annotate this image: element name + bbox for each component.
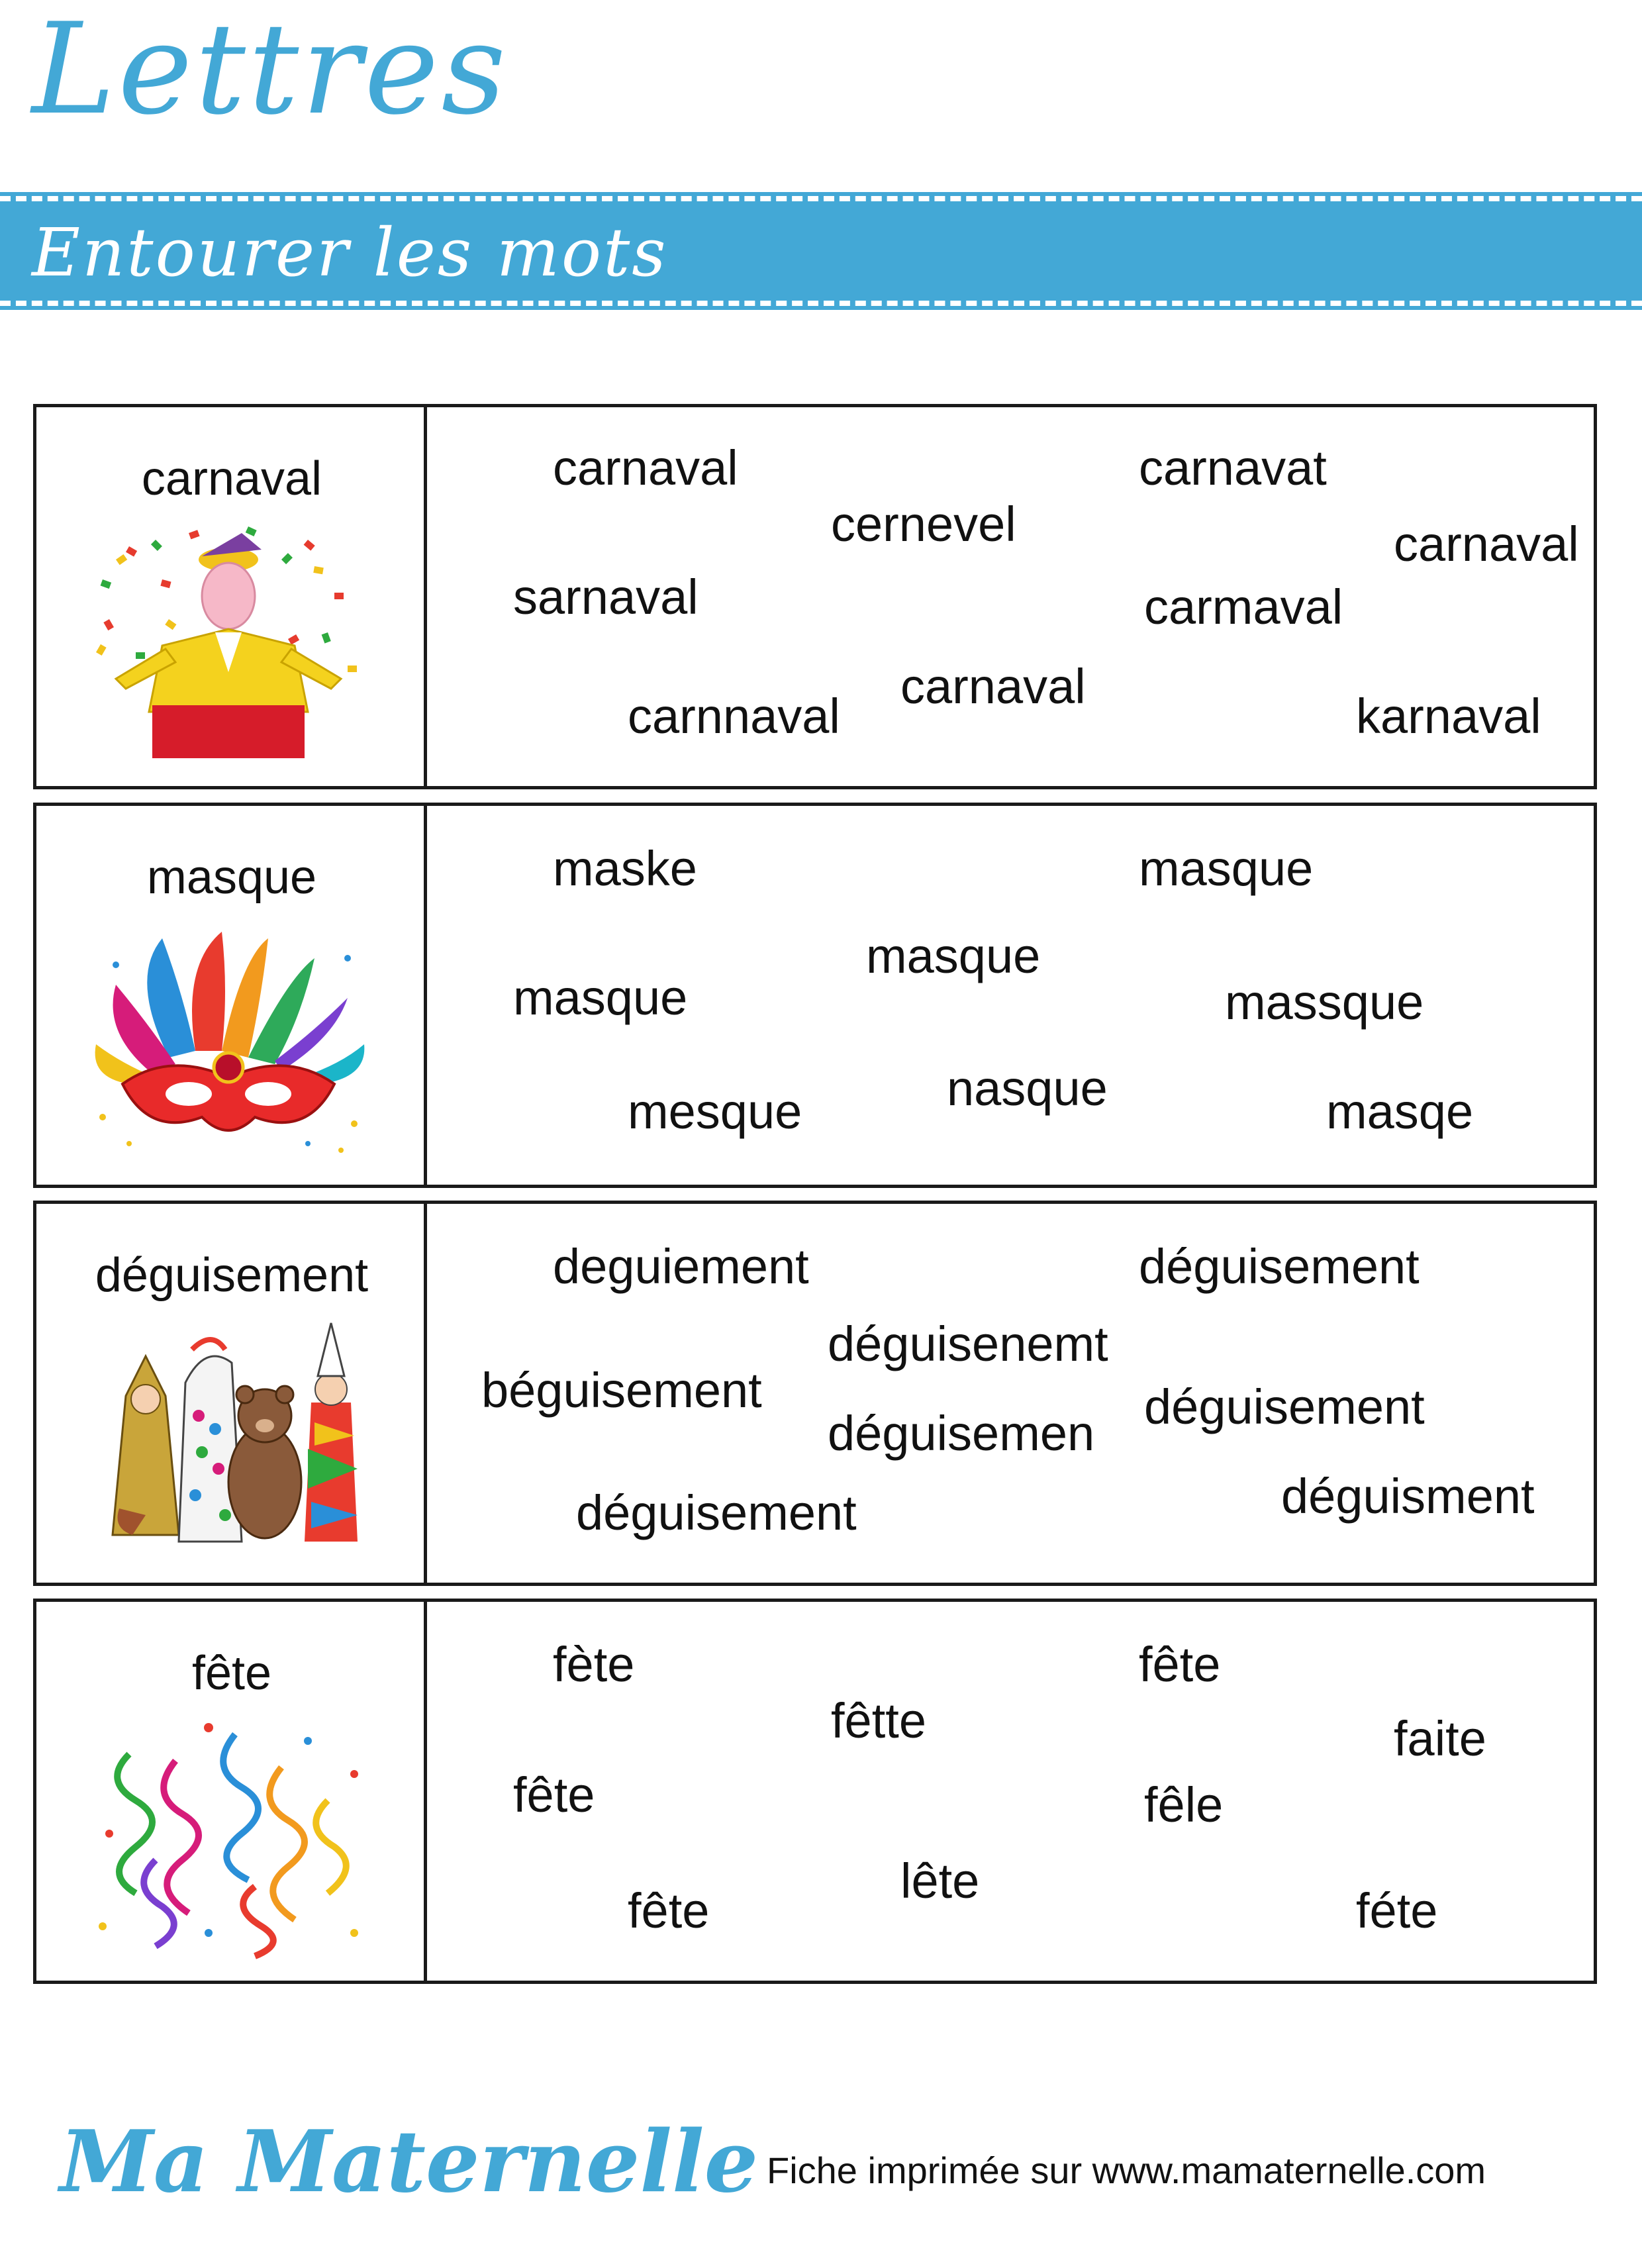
word-choice[interactable]: maske bbox=[553, 841, 697, 896]
exercise-row-masque bbox=[33, 803, 1597, 1188]
site-logo: Ma Maternelle bbox=[60, 2112, 758, 2212]
word-choice[interactable]: fête bbox=[1139, 1637, 1221, 1692]
word-choice[interactable]: féte bbox=[1356, 1883, 1438, 1938]
exercise-row-carnaval bbox=[33, 404, 1597, 789]
target-word: carnaval bbox=[141, 452, 322, 505]
word-choice[interactable]: mesque bbox=[628, 1084, 802, 1139]
word-choice[interactable]: fète bbox=[553, 1637, 635, 1692]
word-choice[interactable]: karnaval bbox=[1356, 689, 1541, 744]
word-choice[interactable]: masque bbox=[866, 928, 1041, 983]
word-choice[interactable]: fête bbox=[628, 1883, 710, 1938]
word-choice[interactable]: déguisenemt bbox=[828, 1316, 1108, 1371]
word-choice[interactable]: fête bbox=[513, 1767, 595, 1822]
word-choice[interactable]: fêle bbox=[1144, 1777, 1224, 1832]
word-choice[interactable]: nasque bbox=[947, 1061, 1108, 1116]
word-choice[interactable]: sarnaval bbox=[513, 569, 699, 624]
exercise-row-deguisement bbox=[33, 1201, 1597, 1586]
word-choice[interactable]: déguisement bbox=[1139, 1239, 1420, 1294]
target-cell bbox=[36, 1602, 427, 1981]
word-choice[interactable]: déguisement bbox=[1144, 1379, 1425, 1434]
word-choice[interactable]: lête bbox=[900, 1853, 980, 1908]
page-title: Lettres bbox=[32, 0, 509, 142]
exercise-row-fete bbox=[33, 1599, 1597, 1984]
target-word: déguisement bbox=[95, 1249, 369, 1302]
word-choice[interactable]: béguisement bbox=[481, 1363, 762, 1418]
printed-from-notice: Fiche imprimée sur www.mamaternelle.com bbox=[767, 2149, 1486, 2191]
target-cell bbox=[36, 1204, 427, 1583]
party-streamers-icon bbox=[89, 1714, 374, 1959]
word-choice[interactable]: déguisment bbox=[1281, 1469, 1535, 1524]
subtitle-banner bbox=[0, 196, 1642, 306]
costumed-characters-icon bbox=[70, 1316, 387, 1561]
word-choice[interactable]: déguisemen bbox=[828, 1406, 1095, 1461]
banner-subtitle: Entourer les mots bbox=[32, 214, 668, 291]
word-choice[interactable]: déguisement bbox=[576, 1485, 857, 1540]
target-cell bbox=[36, 407, 427, 786]
target-word: fête bbox=[191, 1647, 272, 1700]
carnival-ringmaster-confetti-icon bbox=[89, 520, 374, 765]
word-choice[interactable]: deguiement bbox=[553, 1239, 809, 1294]
target-word: masque bbox=[146, 851, 317, 904]
word-choice[interactable]: carnaval bbox=[900, 659, 1086, 714]
word-choice[interactable]: carnaval bbox=[553, 440, 738, 495]
word-choice[interactable]: fêtte bbox=[831, 1693, 926, 1748]
word-choice[interactable]: carnavat bbox=[1139, 440, 1327, 495]
word-choice[interactable]: carnaval bbox=[1394, 517, 1579, 571]
target-cell bbox=[36, 806, 427, 1185]
word-choice[interactable]: massque bbox=[1225, 975, 1424, 1030]
word-choice[interactable]: masque bbox=[1139, 841, 1314, 896]
word-choice[interactable]: carmaval bbox=[1144, 579, 1343, 634]
word-choice[interactable]: cernevel bbox=[831, 497, 1016, 552]
word-choice[interactable]: masque bbox=[513, 970, 688, 1025]
word-choice[interactable]: faite bbox=[1394, 1711, 1486, 1766]
carnival-feather-mask-icon bbox=[89, 918, 374, 1163]
word-choice[interactable]: masqe bbox=[1326, 1084, 1474, 1139]
word-choice[interactable]: carnnaval bbox=[628, 689, 840, 744]
